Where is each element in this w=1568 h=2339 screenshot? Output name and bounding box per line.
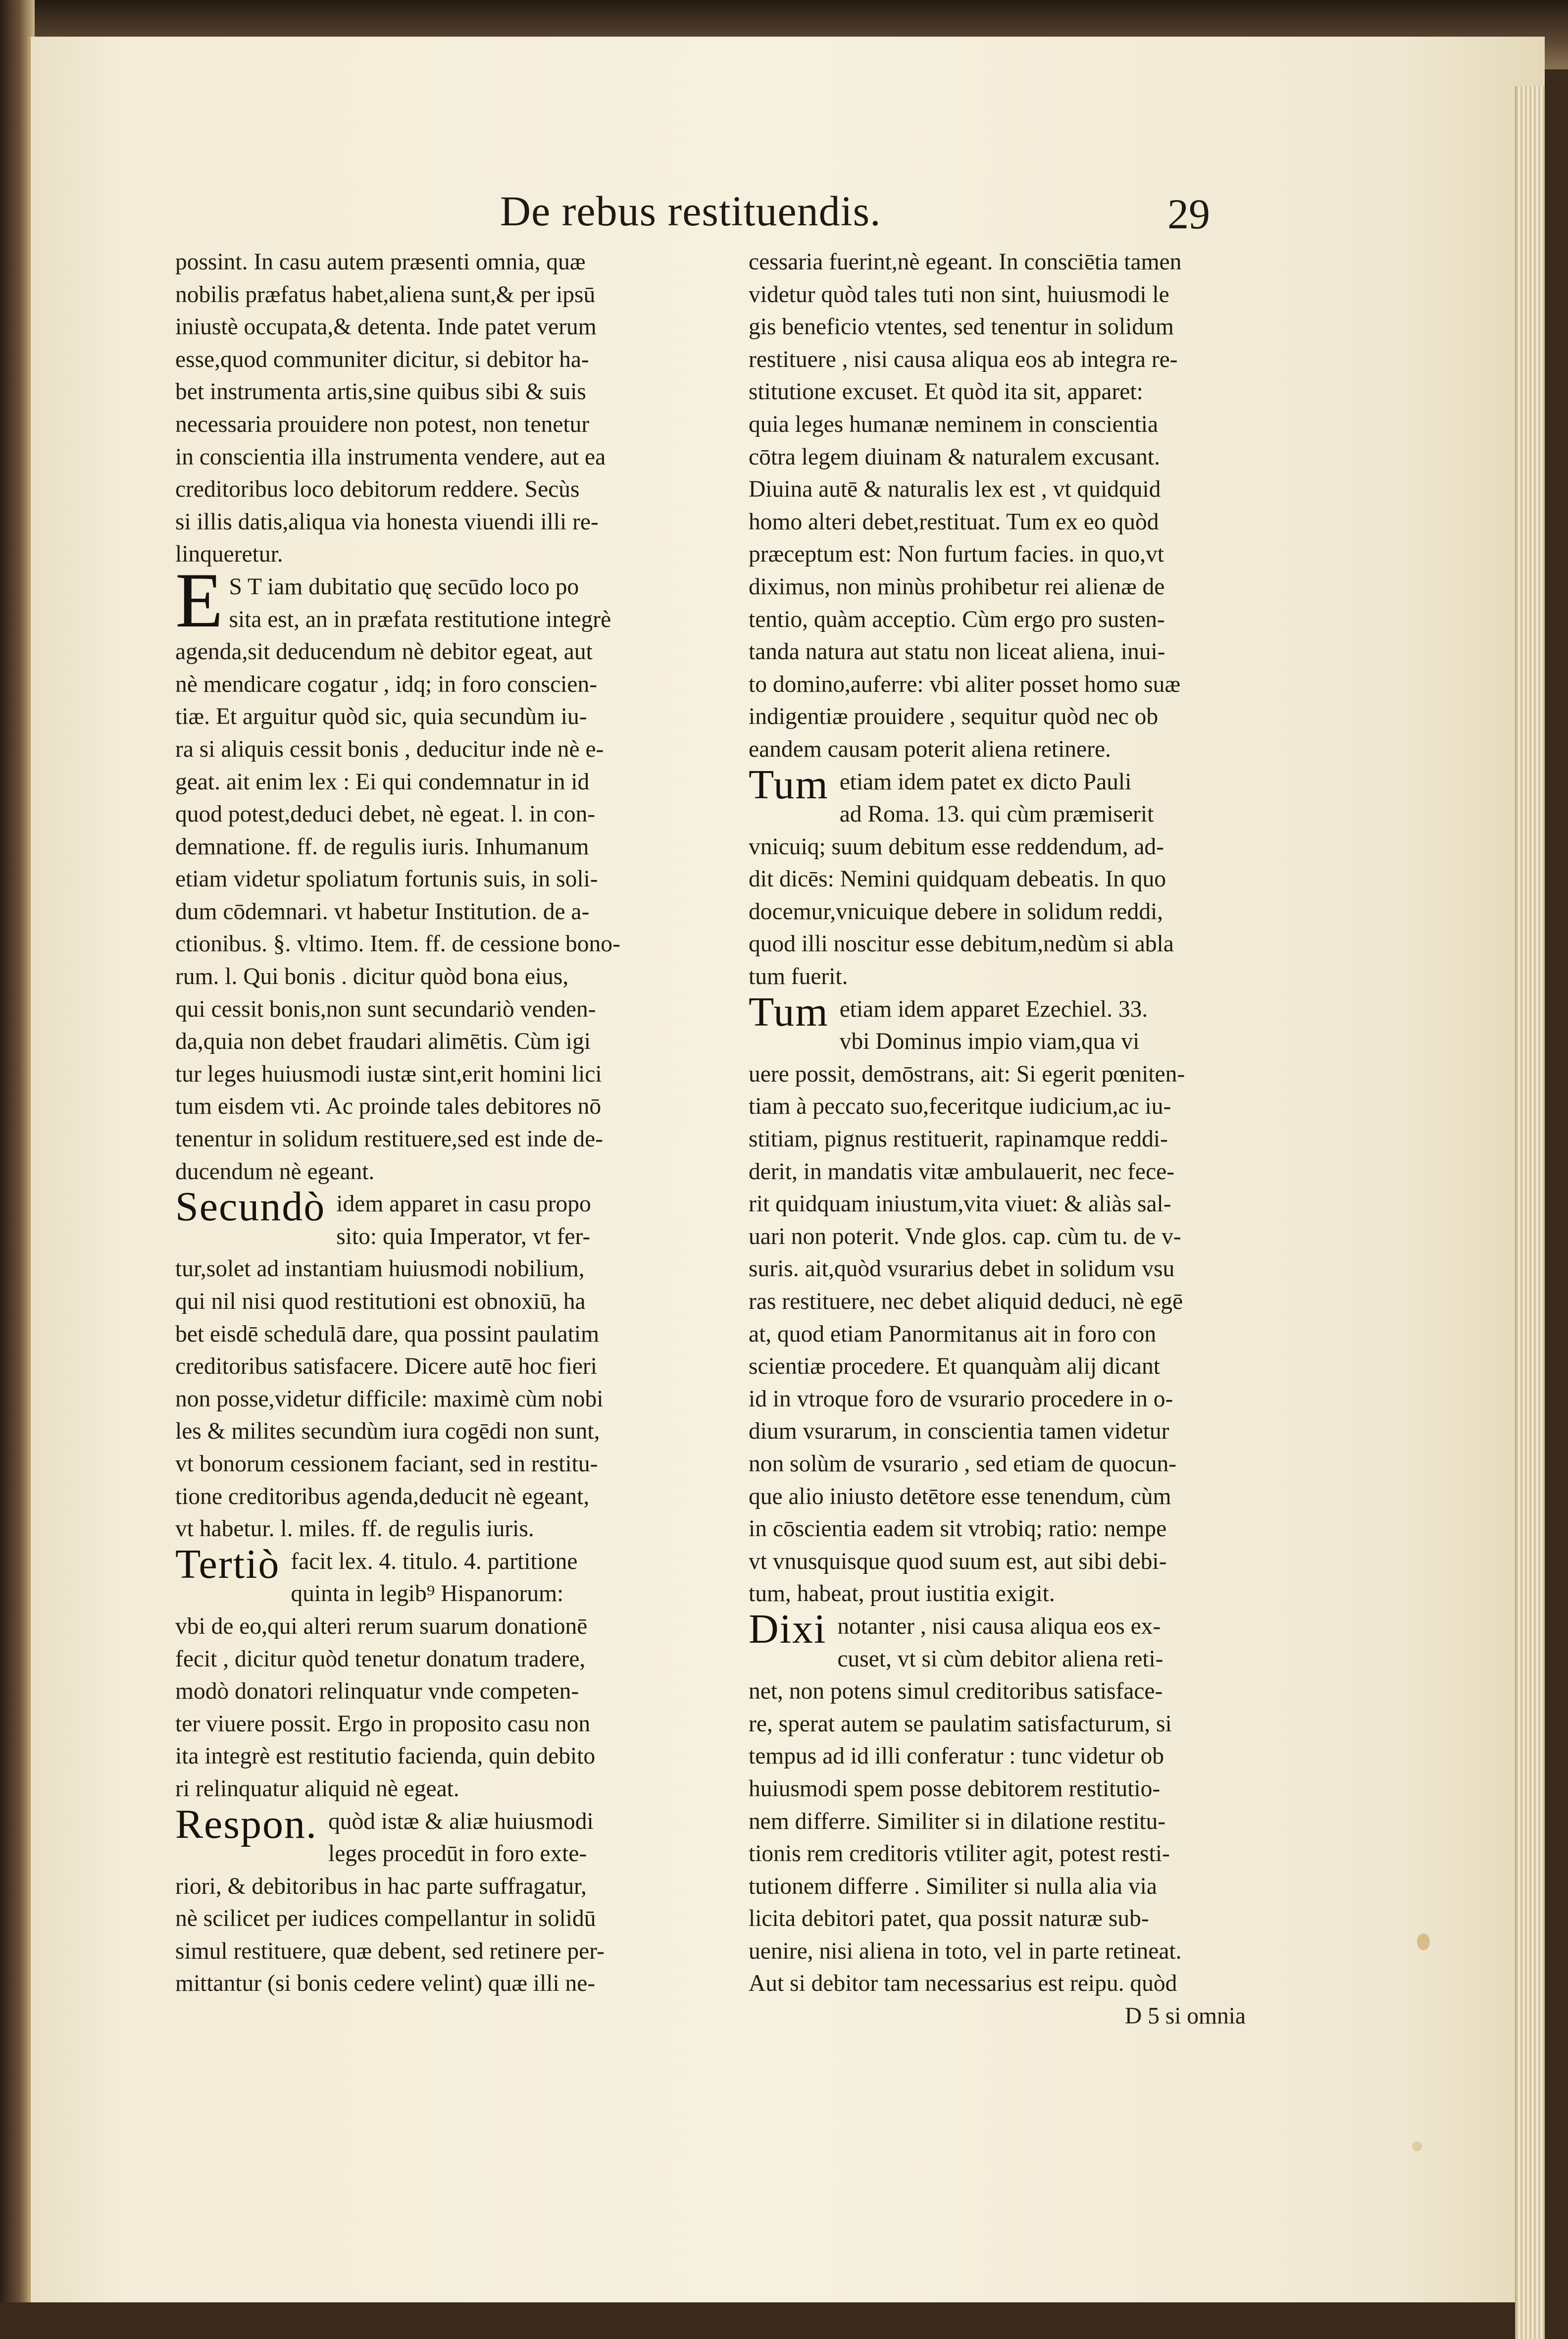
text-line: rit quidquam iniustum,vita viuet: & aliàs sal- xyxy=(749,1191,1171,1217)
text-line: quia leges humanæ neminem in conscientia xyxy=(749,411,1159,437)
running-title: De rebus restituendis. xyxy=(500,187,881,235)
right-text-column xyxy=(749,246,1249,2033)
text-line: ad Roma. 13. qui cùm præmiserit xyxy=(839,801,1154,828)
text-line: videtur quòd tales tuti non sint, huiusmodi le xyxy=(749,281,1169,308)
text-line: quinta in legib⁹ Hispanorum: xyxy=(291,1581,564,1607)
text-line: tur,solet ad instantiam huiusmodi nobilium, xyxy=(175,1256,585,1282)
text-line: leges procedūt in foro exte- xyxy=(328,1841,587,1867)
text-line: vnicuiq; suum debitum esse reddendum, ad- xyxy=(749,833,1164,860)
text-line: idem apparet in casu propo xyxy=(336,1191,591,1217)
text-line: docemur,vnicuique debere in solidum reddi, xyxy=(749,898,1163,925)
text-line: derit, in mandatis vitæ ambulauerit, nec fece- xyxy=(749,1158,1174,1185)
text-line: bet eisdē schedulā dare, qua possint paulatim xyxy=(175,1321,600,1347)
text-line: les & milites secundùm iura cogēdi non sunt, xyxy=(175,1418,600,1445)
paragraph-continuation xyxy=(749,246,1249,766)
text-line: vbi Dominus impio viam,qua vi xyxy=(839,1029,1140,1055)
section-word-tum: Tum xyxy=(749,988,829,1035)
text-line: ter viuere possit. Ergo in proposito casu non xyxy=(175,1711,591,1737)
text-line: modò donatori relinquatur vnde competen- xyxy=(175,1678,579,1705)
text-line: linqueretur. xyxy=(175,541,283,568)
signature-catchword: D 5 si omnia xyxy=(1124,2003,1246,2029)
text-line: in conscientia illa instrumenta vendere, aut ea xyxy=(175,444,606,470)
paragraph-respon xyxy=(175,1801,695,2001)
text-line: que alio iniusto detētore esse tenendum, cùm xyxy=(749,1483,1171,1509)
text-line: demnatione. ff. de regulis iuris. Inhumanum xyxy=(175,833,589,860)
text-line: uari non poterit. Vnde glos. cap. cùm tu. de v- xyxy=(749,1223,1181,1249)
text-line: homo alteri debet,restituat. Tum ex eo quòd xyxy=(749,509,1159,535)
text-line: tur leges huiusmodi iustæ sint,erit homini lici xyxy=(175,1061,602,1087)
paragraph-secundo xyxy=(175,1184,695,1546)
text-line: agenda,sit deducendum nè debitor egeat, aut xyxy=(175,639,593,665)
text-line: da,quia non debet fraudari alimētis. Cùm igi xyxy=(175,1029,591,1055)
text-line: at, quod etiam Panormitanus ait in foro con xyxy=(749,1321,1157,1347)
text-line: non posse,videtur difficile: maximè cùm nobi xyxy=(175,1386,604,1412)
section-word-dixi: Dixi xyxy=(749,1606,827,1652)
text-line: cessaria fuerint,nè egeant. In consciētia tamen xyxy=(749,249,1182,275)
text-line: Diuina autē & naturalis lex est , vt quidquid xyxy=(749,476,1161,503)
text-line: sito: quia Imperator, vt fer- xyxy=(336,1223,591,1249)
text-line: gis beneficio vtentes, sed tenentur in solidum xyxy=(749,314,1174,340)
text-line: restituere , nisi causa aliqua eos ab integra re- xyxy=(749,346,1178,372)
text-line: uenire, nisi aliena in toto, vel in parte retineat. xyxy=(749,1938,1182,1964)
text-line: riori, & debitoribus in hac parte suffragatur, xyxy=(175,1873,587,1899)
text-line: simul restituere, quæ debent, sed retinere per- xyxy=(175,1938,605,1964)
text-line: tanda natura aut statu non liceat aliena, inui- xyxy=(749,639,1165,665)
text-line: cōtra legem diuinam & naturalem excusant. xyxy=(749,444,1160,470)
text-line: tionis rem creditoris vtiliter agit, potest resti- xyxy=(749,1841,1170,1867)
text-line: dit dicēs: Nemini quidquam debeatis. In quo xyxy=(749,866,1166,892)
text-line: tutionem differre . Similiter si nulla alia via xyxy=(749,1873,1157,1899)
text-line: esse,quod communiter dicitur, si debitor ha- xyxy=(175,346,589,372)
drop-initial-e: E xyxy=(175,557,223,644)
paragraph-tertio xyxy=(175,1541,695,1806)
text-line: nè scilicet per iudices compellantur in solidū xyxy=(175,1906,596,1932)
text-line: ducendum nè egeant. xyxy=(175,1158,375,1185)
text-line: tum eisdem vti. Ac proinde tales debitores nō xyxy=(175,1093,602,1120)
text-line: Aut si debitor tam necessarius est reipu. quòd xyxy=(749,1971,1177,1997)
paragraph-intro xyxy=(175,246,695,571)
text-line: stitiam, pignus restituerit, rapinamque reddi- xyxy=(749,1126,1168,1152)
text-line: etiam videtur spoliatum fortunis suis, in soli- xyxy=(175,866,598,892)
text-line: uere possit, demōstrans, ait: Si egerit pœniten- xyxy=(749,1061,1185,1087)
text-line: net, non potens simul creditoribus satisface- xyxy=(749,1678,1163,1705)
section-word-tertio: Tertiò xyxy=(175,1541,280,1587)
text-line: dum cōdemnari. vt habetur Institution. de a- xyxy=(175,898,590,925)
text-line: etiam idem apparet Ezechiel. 33. xyxy=(839,996,1148,1022)
text-line: licita debitori patet, qua possit naturæ sub- xyxy=(749,1906,1149,1932)
text-line: creditoribus satisfacere. Dicere autē hoc fieri xyxy=(175,1353,597,1380)
section-word-tum: Tum xyxy=(749,761,829,808)
text-line: nobilis præfatus habet,aliena sunt,& per ipsū xyxy=(175,281,596,308)
section-word-secundo: Secundò xyxy=(175,1184,326,1230)
text-line: tenentur in solidum restituere,sed est inde de- xyxy=(175,1126,603,1152)
text-line: vt habetur. l. miles. ff. de regulis iuris. xyxy=(175,1516,534,1542)
text-line: necessaria prouidere non potest, non tenetur xyxy=(175,411,590,437)
text-line: ra si aliquis cessit bonis , deducitur inde nè e- xyxy=(175,736,604,762)
text-line: ri relinquatur aliquid nè egeat. xyxy=(175,1775,459,1802)
text-line: stitutione excuset. Et quòd ita sit, apparet: xyxy=(749,379,1143,405)
text-line: cuset, vt si cùm debitor aliena reti- xyxy=(837,1646,1163,1672)
text-line: tum fuerit. xyxy=(749,964,848,990)
text-line: S T iam dubitatio quę secūdo loco po xyxy=(229,573,579,600)
text-line: mittantur (si bonis cedere velint) quæ illi ne- xyxy=(175,1971,596,1997)
text-line: ctionibus. §. vltimo. Item. ff. de cessione bono- xyxy=(175,931,620,957)
text-line: si illis datis,aliqua via honesta viuendi illi re- xyxy=(175,509,599,535)
paragraph-est xyxy=(175,557,695,1188)
text-line: possint. In casu autem præsenti omnia, quæ xyxy=(175,249,586,275)
text-line: quòd istæ & aliæ huiusmodi xyxy=(328,1808,594,1834)
text-line: ita integrè est restitutio facienda, quin debito xyxy=(175,1743,596,1769)
text-line: vbi de eo,qui alteri rerum suarum donationē xyxy=(175,1613,588,1639)
page-number: 29 xyxy=(1167,190,1210,238)
text-line: vt vnusquisque quod suum est, aut sibi debi- xyxy=(749,1548,1167,1574)
section-word-respon: Respon. xyxy=(175,1801,317,1847)
text-line: re, sperat autem se paulatim satisfacturum, si xyxy=(749,1711,1172,1737)
text-line: iniustè occupata,& detenta. Inde patet verum xyxy=(175,314,597,340)
text-line: bet instrumenta artis,sine quibus sibi & suis xyxy=(175,379,586,405)
text-line: to domino,auferre: vbi aliter posset homo suæ xyxy=(749,671,1181,697)
text-line: dium vsurarum, in conscientia tamen videtur xyxy=(749,1418,1169,1445)
text-line: nè mendicare cogatur , idq; in foro conscien- xyxy=(175,671,598,697)
text-line: eandem causam poterit aliena retinere. xyxy=(749,736,1111,762)
text-line: tiæ. Et arguitur quòd sic, quia secundùm iu- xyxy=(175,704,587,730)
text-line: sita est, an in præfata restitutione integrè xyxy=(229,606,611,632)
text-line: rum. l. Qui bonis . dicitur quòd bona eius, xyxy=(175,964,569,990)
text-line: etiam idem patet ex dicto Pauli xyxy=(839,769,1132,795)
text-line: quod potest,deduci debet, nè egeat. l. in con- xyxy=(175,801,596,828)
left-text-column xyxy=(175,246,695,2000)
text-line: præceptum est: Non furtum facies. in quo,vt xyxy=(749,541,1164,568)
text-line: id in vtroque foro de vsurario procedere in o- xyxy=(749,1386,1173,1412)
text-line: vt bonorum cessionem faciant, sed in restitu- xyxy=(175,1451,598,1477)
text-line: tione creditoribus agenda,deducit nè egeant, xyxy=(175,1483,590,1509)
page-fore-edge xyxy=(1515,86,1545,2339)
paragraph-dixi xyxy=(749,1606,1249,2033)
text-line: creditoribus loco debitorum reddere. Secùs xyxy=(175,476,580,503)
foxing-spot xyxy=(1417,1933,1430,1950)
text-line: tum, habeat, prout iustitia exigit. xyxy=(749,1581,1055,1607)
foxing-spot xyxy=(1412,2141,1422,2151)
paragraph-tum-pauli xyxy=(749,761,1249,993)
text-line: diximus, non minùs prohibetur rei alienæ de xyxy=(749,573,1165,600)
text-line: suris. ait,quòd vsurarius debet in solidum vsu xyxy=(749,1256,1175,1282)
text-line: in cōscientia eadem sit vtrobiq; ratio: nempe xyxy=(749,1516,1167,1542)
paragraph-tum-ezechiel xyxy=(749,988,1249,1611)
text-line: nem differre. Similiter si in dilatione restitu- xyxy=(749,1808,1166,1834)
text-line: indigentiæ prouidere , sequitur quòd nec ob xyxy=(749,704,1159,730)
text-line: tempus ad id illi conferatur : tunc videtur ob xyxy=(749,1743,1164,1769)
text-line: facit lex. 4. titulo. 4. partitione xyxy=(291,1548,578,1574)
text-line: qui nil nisi quod restitutioni est obnoxiū, ha xyxy=(175,1289,586,1314)
text-line: huiusmodi spem posse debitorem restitutio- xyxy=(749,1775,1161,1802)
text-line: geat. ait enim lex : Ei qui condemnatur in id xyxy=(175,769,590,795)
text-line: scientiæ procedere. Et quanquàm alij dicant xyxy=(749,1353,1160,1380)
text-line: fecit , dicitur quòd tenetur donatum tradere, xyxy=(175,1646,586,1672)
text-line: quod illi noscitur esse debitum,nedùm si abla xyxy=(749,931,1174,957)
text-line: notanter , nisi causa aliqua eos ex- xyxy=(837,1613,1161,1639)
text-line: tiam à peccato suo,feceritque iudicium,ac iu- xyxy=(749,1093,1171,1120)
text-line: tentio, quàm acceptio. Cùm ergo pro susten- xyxy=(749,606,1165,632)
text-line: qui cessit bonis,non sunt secundariò venden- xyxy=(175,996,596,1022)
text-line: ras restituere, nec debet aliquid deduci, nè egē xyxy=(749,1289,1183,1314)
text-line: non solùm de vsurario , sed etiam de quocun- xyxy=(749,1451,1177,1477)
